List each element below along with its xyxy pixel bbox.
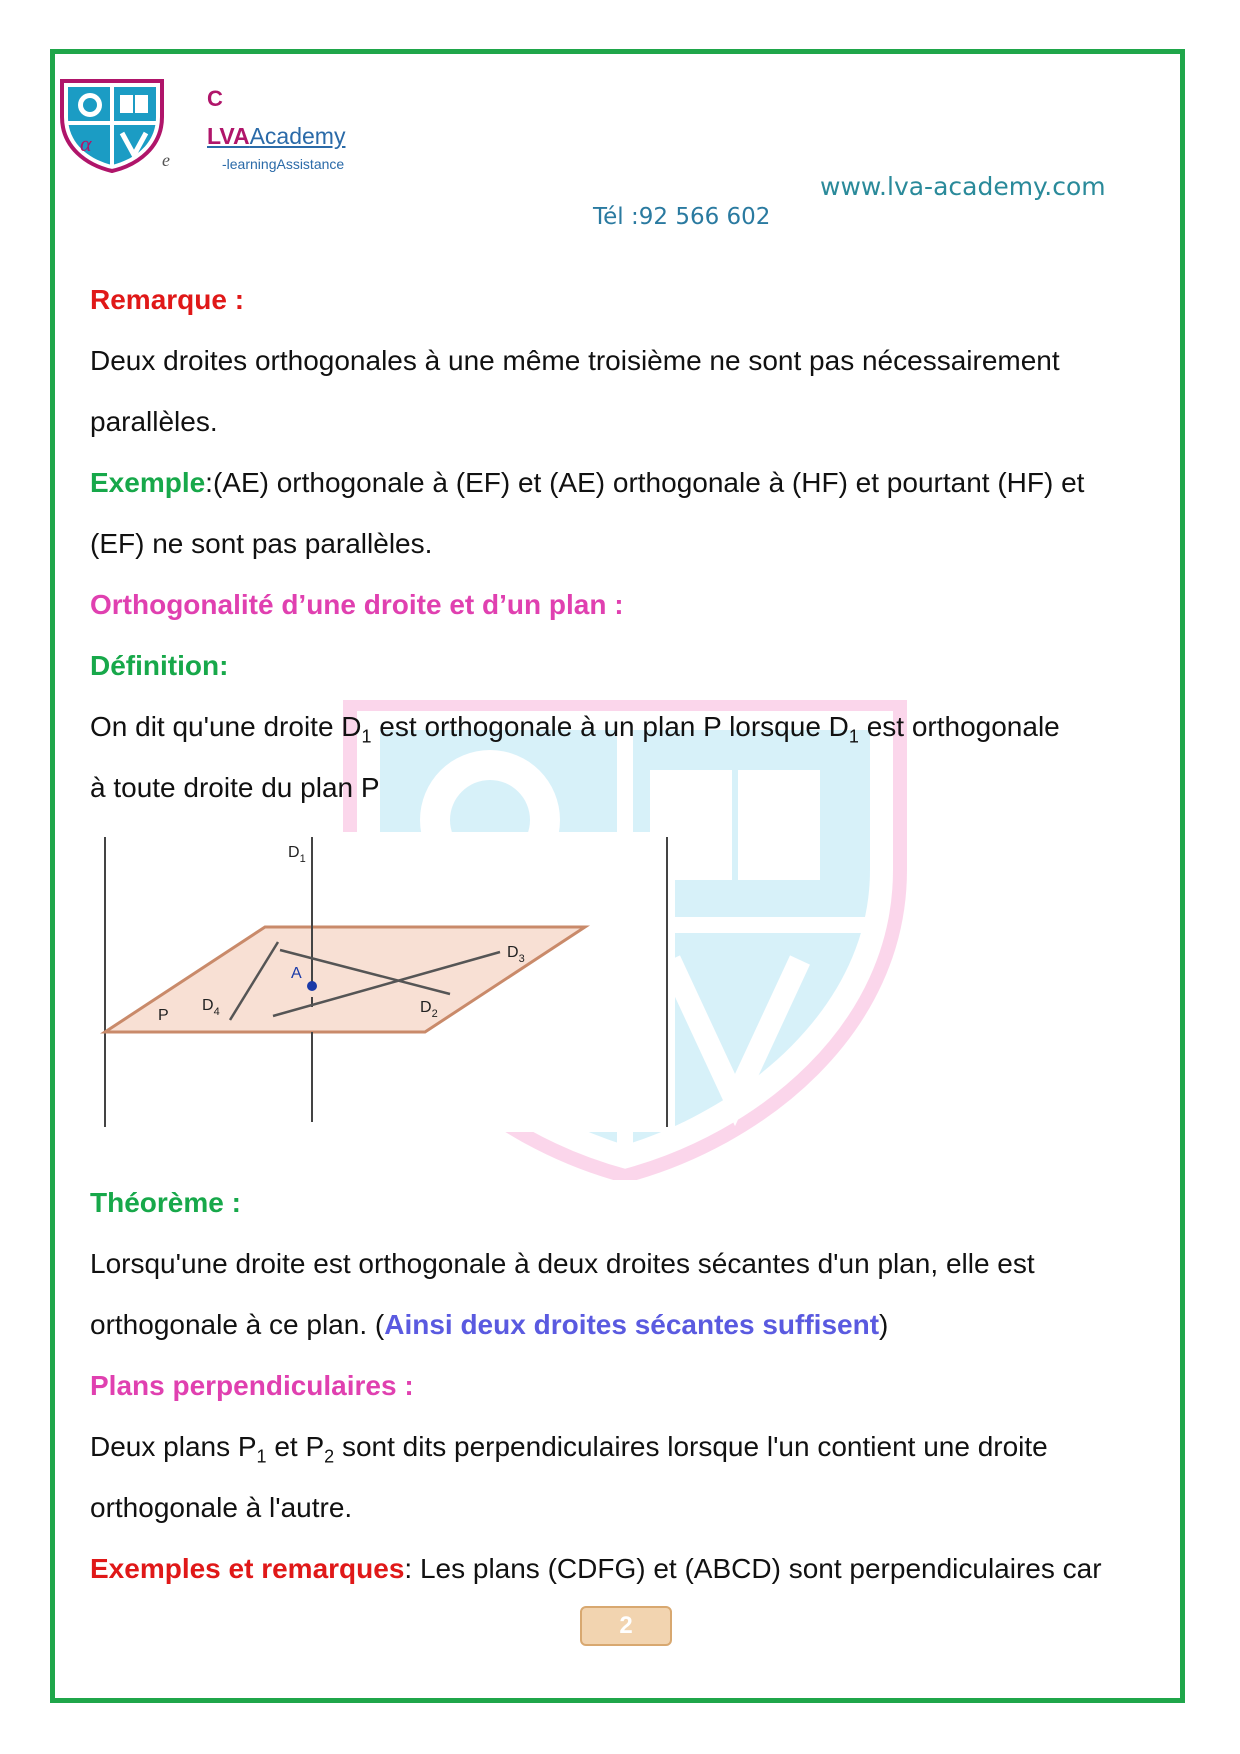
logo-subtitle: -learningAssistance [222, 156, 345, 172]
theoreme-heading: Théorème : [90, 1187, 241, 1218]
logo-brand-name [207, 123, 345, 150]
definition-line-2: à toute droite du plan P [90, 772, 380, 803]
plans-text-a: Deux plans P [90, 1431, 257, 1462]
plans-line-1 [90, 1431, 1048, 1468]
theo-text-c: ) [879, 1309, 889, 1340]
def-sub-2: 1 [848, 726, 859, 747]
logo-academy: Academy [249, 123, 346, 149]
d1-letter: D [288, 844, 300, 861]
plane-p-label: P [158, 1007, 169, 1024]
exemple-label: Exemple [90, 467, 206, 498]
plans-sub-1: 1 [256, 1446, 267, 1467]
d3-sub: 3 [518, 953, 525, 965]
page-number: 2 [580, 1606, 672, 1646]
plane-diagram [95, 832, 675, 1132]
exemple-text: :(AE) orthogonale à (EF) et (AE) orthogonale à (HF) et pourtant (HF) et [205, 467, 1085, 498]
website-link[interactable]: www.lva-academy.com [820, 172, 1106, 201]
lva-logo-icon [58, 77, 166, 173]
exemples-text: : Les plans (CDFG) et (ABCD) sont perpendiculaires car [404, 1553, 1102, 1584]
plans-heading: Plans perpendiculaires : [90, 1370, 414, 1401]
exemple-line-2: (EF) ne sont pas parallèles. [90, 528, 433, 559]
svg-text:α: α [80, 131, 92, 156]
plans-line-2: orthogonale à l'autre. [90, 1492, 353, 1523]
def-text-c: est orthogonale [858, 711, 1060, 742]
exemple-line-1 [90, 467, 1084, 499]
d2-letter: D [420, 999, 432, 1016]
theoreme-line-2 [90, 1309, 888, 1341]
point-a-label: A [291, 965, 302, 982]
theoreme-line-1: Lorsqu'une droite est orthogonale à deux droites sécantes d'un plan, elle est [90, 1248, 1035, 1279]
def-sub-1: 1 [361, 726, 372, 747]
d3-letter: D [507, 944, 519, 961]
definition-line-1 [90, 711, 1060, 748]
remarque-line-2: parallèles. [90, 406, 218, 437]
plans-text-b: et P [266, 1431, 325, 1462]
logo-e: e [162, 150, 170, 170]
theo-highlight: Ainsi deux droites sécantes suffisent [384, 1309, 880, 1340]
orthogonalite-heading: Orthogonalité d’une droite et d’un plan : [90, 589, 624, 620]
logo-lva: LVA [207, 123, 250, 149]
plans-sub-2: 2 [324, 1446, 335, 1467]
definition-heading: Définition: [90, 650, 229, 681]
telephone: Tél :92 566 602 [593, 204, 771, 230]
d4-sub: 4 [213, 1006, 220, 1018]
logo-letter-c: C [207, 86, 223, 111]
d4-letter: D [202, 997, 214, 1014]
d1-sub: 1 [299, 853, 306, 865]
plans-text-c: sont dits perpendiculaires lorsque l'un contient une droite [334, 1431, 1048, 1462]
def-text-a: On dit qu'une droite D [90, 711, 362, 742]
remarque-heading: Remarque : [90, 284, 245, 315]
d2-sub: 2 [431, 1008, 438, 1020]
theo-text-a: orthogonale à ce plan. ( [90, 1309, 385, 1340]
def-text-b: est orthogonale à un plan P lorsque D [371, 711, 849, 742]
exemples-label: Exemples et remarques [90, 1553, 405, 1584]
remarque-line-1: Deux droites orthogonales à une même troisième ne sont pas nécessairement [90, 345, 1060, 376]
exemples-line-1 [90, 1553, 1102, 1585]
